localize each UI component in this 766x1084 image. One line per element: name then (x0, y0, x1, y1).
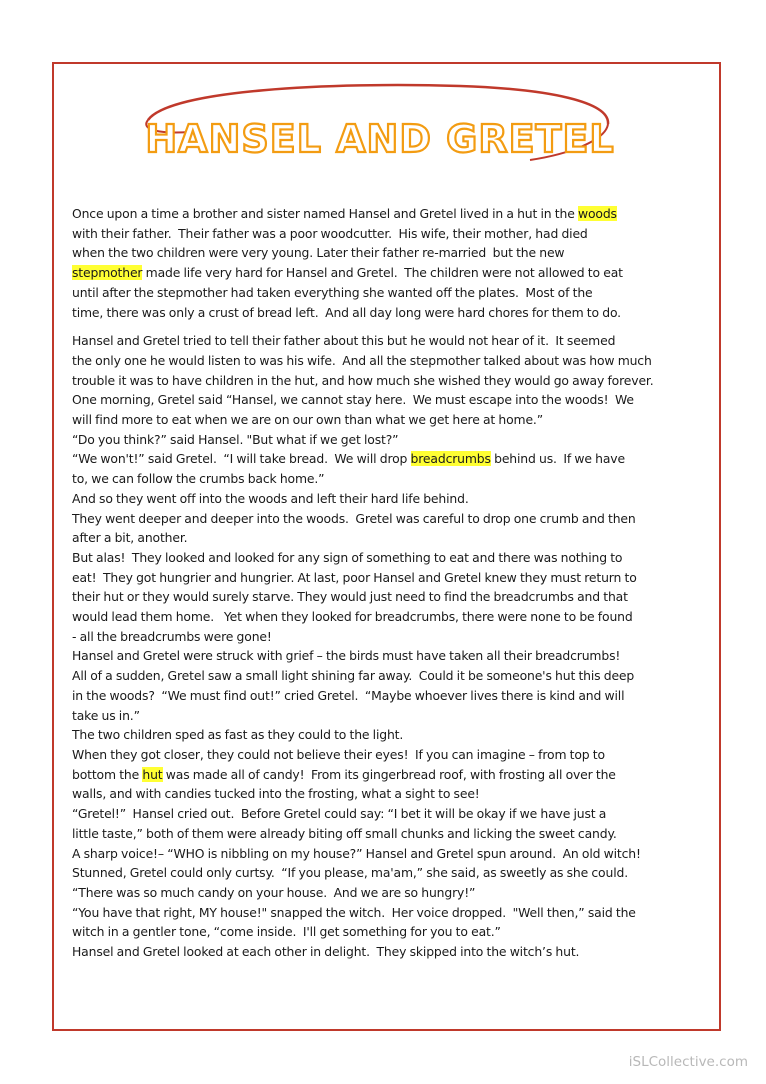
paragraph-2 (72, 331, 698, 962)
highlighted-word: woods (577, 206, 617, 221)
text-line: when the two children were very young. Later their father re-married but the new (72, 245, 565, 261)
text-run: was made all of candy! From its gingerbread roof, with frosting all over the (162, 766, 616, 782)
text-line: walls, and with candies tucked into the frosting, what a sight to see! (72, 786, 480, 802)
title-banner (130, 82, 630, 172)
text-line: Hansel and Gretel tried to tell their father about this but he would not hear of it. It seemed (72, 333, 616, 349)
text-line: would lead them home. Yet when they looked for breadcrumbs, there were none to be found (72, 609, 633, 625)
text-run: behind us. If we have (490, 451, 625, 467)
text-line: eat! They got hungrier and hungrier. At last, poor Hansel and Gretel knew they must return to (72, 569, 637, 585)
page-title: HANSEL AND GRETEL (145, 117, 615, 161)
text-line: - all the breadcrumbs were gone! (72, 628, 272, 644)
text-run: “We won't!” said Gretel. “I will take bread. We will drop (72, 451, 411, 467)
text-line: witch in a gentler tone, “come inside. I'll get something for you to eat.” (72, 924, 501, 940)
text-line (72, 204, 698, 224)
text-line: their hut or they would surely starve. They would just need to find the breadcrumbs and that (72, 589, 628, 605)
text-line: in the woods? “We must find out!” cried Gretel. “Maybe whoever lives there is kind and will (72, 687, 625, 703)
text-line: “There was so much candy on your house. And we are so hungry!” (72, 884, 476, 900)
text-line: One morning, Gretel said “Hansel, we cannot stay here. We must escape into the woods! We (72, 392, 634, 408)
text-line: until after the stepmother had taken everything she wanted off the plates. Most of the (72, 284, 593, 300)
text-line: Stunned, Gretel could only curtsy. “If you please, ma'am,” she said, as sweetly as she could. (72, 865, 628, 881)
highlighted-word: stepmother (72, 265, 143, 281)
paragraph-1 (72, 204, 698, 322)
text-line: But alas! They looked and looked for any sign of something to eat and there was nothing to (72, 549, 623, 565)
text-line: “You have that right, MY house!" snapped the witch. Her voice dropped. "Well then,” said the (72, 904, 636, 920)
text-line: will find more to eat when we are on our own than what we get here at home.” (72, 412, 543, 428)
text-line: with their father. Their father was a poor woodcutter. His wife, their mother, had died (72, 225, 588, 241)
text-line: “Gretel!” Hansel cried out. Before Gretel could say: “I bet it will be okay if we have just a (72, 806, 607, 822)
text-line: A sharp voice!– “WHO is nibbling on my house?” Hansel and Gretel spun around. An old witch! (72, 845, 641, 861)
text-line: The two children sped as fast as they could to the light. (72, 727, 404, 743)
text-line: They went deeper and deeper into the woods. Gretel was careful to drop one crumb and then (72, 510, 636, 526)
text-line: “Do you think?” said Hansel. "But what if we get lost?” (72, 431, 399, 447)
story-text (72, 204, 698, 962)
text-line: after a bit, another. (72, 530, 188, 546)
text-line: little taste,” both of them were already biting off small chunks and licking the sweet candy. (72, 825, 617, 841)
text-line: to, we can follow the crumbs back home.” (72, 471, 325, 487)
text-line (72, 263, 698, 283)
text-run: made life very hard for Hansel and Gretel. The children were not allowed to eat (142, 265, 623, 281)
title-swoosh-graphic (130, 82, 630, 172)
highlighted-word: breadcrumbs (410, 451, 491, 467)
text-line: And so they went off into the woods and left their hard life behind. (72, 490, 469, 506)
text-line: time, there was only a crust of bread left. And all day long were hard chores for them to do. (72, 304, 621, 320)
text-line (72, 449, 698, 469)
text-line: Hansel and Gretel were struck with grief – the birds must have taken all their breadcrumbs! (72, 648, 621, 664)
text-run: Once upon a time a brother and sister named Hansel and Gretel lived in a hut in the (72, 206, 578, 221)
text-line (72, 765, 698, 785)
text-line: trouble it was to have children in the hut, and how much she wished they would go away forever. (72, 372, 654, 388)
highlighted-word: hut (142, 766, 163, 782)
text-run: bottom the (72, 766, 143, 782)
text-line: the only one he would listen to was his wife. And all the stepmother talked about was how much (72, 352, 652, 368)
text-line: Hansel and Gretel looked at each other in delight. They skipped into the witch’s hut. (72, 944, 580, 960)
site-watermark: iSLCollective.com (628, 1054, 748, 1070)
text-line: All of a sudden, Gretel saw a small light shining far away. Could it be someone's hut this deep (72, 668, 635, 684)
text-line: take us in.” (72, 707, 140, 723)
text-line: When they got closer, they could not believe their eyes! If you can imagine – from top to (72, 746, 605, 762)
